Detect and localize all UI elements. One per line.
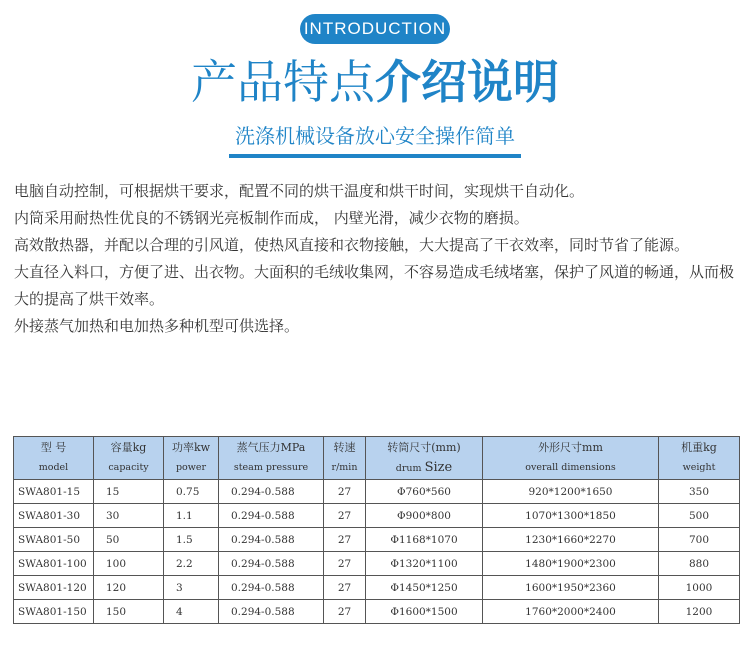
cell-weight: 1200 <box>659 600 740 624</box>
title-part-1: 产品特点 <box>191 55 375 109</box>
cell-weight: 1000 <box>659 576 740 600</box>
cell-steam-pressure: 0.294-0.588 <box>219 504 324 528</box>
cell-drum-size: Φ760*560 <box>366 480 483 504</box>
feature-paragraph: 电脑自动控制，可根据烘干要求，配置不同的烘干温度和烘干时间，实现烘干自动化。 <box>14 182 585 200</box>
cell-steam-pressure: 0.294-0.588 <box>219 576 324 600</box>
cell-drum-size: Φ900*800 <box>366 504 483 528</box>
header-overall-dimensions: 外形尺寸mm overall dimensions <box>483 437 659 480</box>
cell-power: 1.1 <box>164 504 219 528</box>
table-row <box>14 504 740 528</box>
cell-steam-pressure: 0.294-0.588 <box>219 600 324 624</box>
cell-overall-dimensions: 920*1200*1650 <box>483 480 659 504</box>
cell-overall-dimensions: 1230*1660*2270 <box>483 528 659 552</box>
table-row <box>14 552 740 576</box>
introduction-badge: INTRODUCTION <box>300 14 450 44</box>
cell-model: SWA801-150 <box>14 600 94 624</box>
cell-steam-pressure: 0.294-0.588 <box>219 552 324 576</box>
cell-capacity: 30 <box>94 504 164 528</box>
cell-steam-pressure: 0.294-0.588 <box>219 528 324 552</box>
header-capacity: 容量kg capacity <box>94 437 164 480</box>
cell-capacity: 150 <box>94 600 164 624</box>
feature-paragraph: 大直径入料口，方便了进、出衣物。大面积的毛绒收集网，不容易造成毛绒堵塞，保护了风道的畅通，从而极大的提高了烘干效率。 <box>14 263 735 308</box>
badge-container <box>0 14 750 44</box>
cell-capacity: 120 <box>94 576 164 600</box>
table-header-row <box>14 437 740 480</box>
cell-model: SWA801-30 <box>14 504 94 528</box>
subtitle-container <box>0 122 750 158</box>
header-model: 型 号 model <box>14 437 94 480</box>
cell-weight: 880 <box>659 552 740 576</box>
cell-overall-dimensions: 1480*1900*2300 <box>483 552 659 576</box>
cell-drum-size: Φ1600*1500 <box>366 600 483 624</box>
cell-capacity: 100 <box>94 552 164 576</box>
cell-capacity: 15 <box>94 480 164 504</box>
cell-model: SWA801-15 <box>14 480 94 504</box>
header-power: 功率kw power <box>164 437 219 480</box>
cell-model: SWA801-50 <box>14 528 94 552</box>
feature-paragraph: 内筒采用耐热性优良的不锈钢光亮板制作而成， 内壁光滑，减少衣物的磨损。 <box>14 209 529 227</box>
cell-steam-pressure: 0.294-0.588 <box>219 480 324 504</box>
cell-overall-dimensions: 1760*2000*2400 <box>483 600 659 624</box>
cell-power: 3 <box>164 576 219 600</box>
cell-power: 2.2 <box>164 552 219 576</box>
cell-model: SWA801-120 <box>14 576 94 600</box>
cell-power: 1.5 <box>164 528 219 552</box>
table-row <box>14 528 740 552</box>
cell-drum-size: Φ1450*1250 <box>366 576 483 600</box>
cell-power: 4 <box>164 600 219 624</box>
cell-capacity: 50 <box>94 528 164 552</box>
cell-speed: 27 <box>324 600 366 624</box>
cell-model: SWA801-100 <box>14 552 94 576</box>
header-weight: 机重kg weight <box>659 437 740 480</box>
feature-paragraph: 高效散热器，并配以合理的引风道，使热风直接和衣物接触，大大提高了干衣效率，同时节省了能源。 <box>14 236 690 254</box>
cell-drum-size: Φ1168*1070 <box>366 528 483 552</box>
cell-weight: 500 <box>659 504 740 528</box>
title-part-2: 介绍说明 <box>375 55 559 109</box>
cell-speed: 27 <box>324 480 366 504</box>
spec-table <box>13 436 740 624</box>
feature-paragraph: 外接蒸气加热和电加热多种机型可供选择。 <box>14 317 300 335</box>
table-row <box>14 600 740 624</box>
header-drum-size: 转筒尺寸(mm) drum Size <box>366 437 483 480</box>
cell-overall-dimensions: 1600*1950*2360 <box>483 576 659 600</box>
header-speed: 转速 r/min <box>324 437 366 480</box>
cell-speed: 27 <box>324 528 366 552</box>
header-steam-pressure: 蒸气压力MPa steam pressure <box>219 437 324 480</box>
cell-weight: 350 <box>659 480 740 504</box>
cell-speed: 27 <box>324 576 366 600</box>
feature-description <box>14 178 742 340</box>
table-row <box>14 576 740 600</box>
cell-power: 0.75 <box>164 480 219 504</box>
page-subtitle: 洗涤机械设备放心安全操作简单 <box>229 122 521 158</box>
page-title <box>0 52 750 112</box>
table-row <box>14 480 740 504</box>
cell-overall-dimensions: 1070*1300*1850 <box>483 504 659 528</box>
cell-weight: 700 <box>659 528 740 552</box>
cell-drum-size: Φ1320*1100 <box>366 552 483 576</box>
cell-speed: 27 <box>324 504 366 528</box>
cell-speed: 27 <box>324 552 366 576</box>
